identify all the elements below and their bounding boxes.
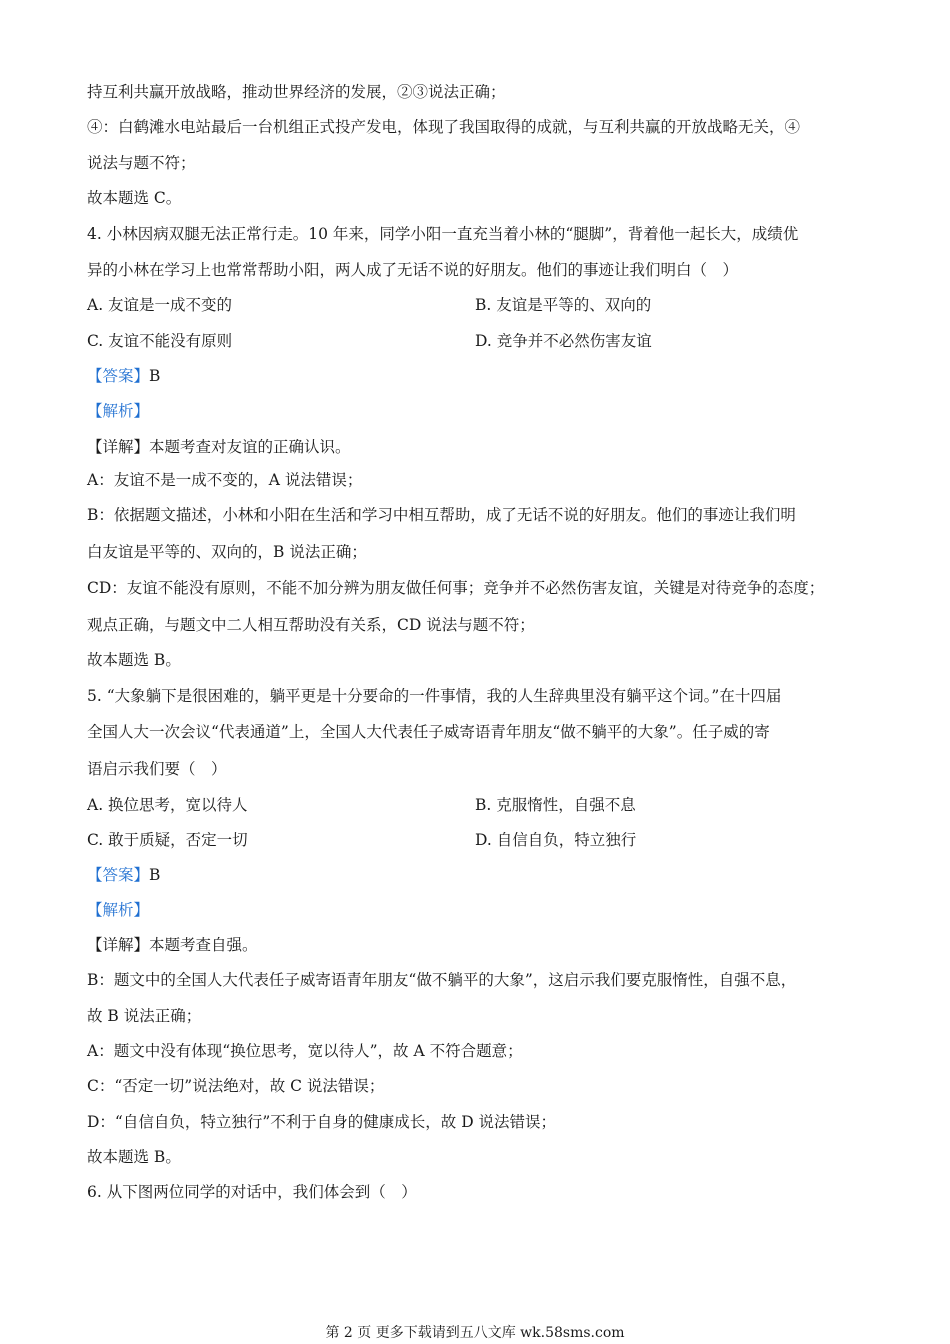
- q5-analysis-tag: 【解析】: [87, 901, 150, 919]
- q4-option-a: A. 友谊是一成不变的: [87, 296, 233, 314]
- q5-explain-c: C：“否定一切”说法绝对，故 C 说法错误；: [87, 1077, 385, 1095]
- q5-explain-b: 故 B 说法正确；: [87, 1007, 202, 1025]
- q4-explain-a: A：友谊不是一成不变的，A 说法错误；: [87, 471, 363, 489]
- q5-conclusion: 故本题选 B。: [87, 1148, 181, 1166]
- q4-answer: [87, 366, 160, 386]
- text-line: 说法与题不符；: [87, 154, 196, 172]
- question-5-stem: 语启示我们要（ ）: [87, 760, 227, 778]
- question-4-stem: 4. 小林因病双腿无法正常行走。10 年来，同学小阳一直充当着小林的“腿脚”，背着他一起长大，成绩优: [87, 225, 799, 243]
- question-4-stem: 异的小林在学习上也常常帮助小阳，两人成了无话不说的好朋友。他们的事迹让我们明白（ ）: [87, 261, 739, 279]
- q4-option-d: D. 竞争并不必然伤害友谊: [475, 332, 652, 350]
- text-line: 持互利共赢开放战略，推动世界经济的发展，②③说法正确；: [87, 83, 506, 101]
- q5-option-d: D. 自信自负，特立独行: [475, 831, 637, 849]
- answer-value: B: [149, 367, 161, 385]
- q4-option-b: B. 友谊是平等的、双向的: [475, 296, 652, 314]
- q5-explain-b: B：题文中的全国人大代表任子威寄语青年朋友“做不躺平的大象”，这启示我们要克服惰性，自强不息，: [87, 971, 797, 989]
- q4-explain-b: B：依据题文描述，小林和小阳在生活和学习中相互帮助，成了无话不说的好朋友。他们的事迹让我们明: [87, 506, 796, 524]
- q5-option-c: C. 敢于质疑，否定一切: [87, 831, 248, 849]
- q5-option-a: A. 换位思考，宽以待人: [87, 796, 248, 814]
- q4-analysis-tag: 【解析】: [87, 402, 150, 420]
- q5-option-b: B. 克服惰性，自强不息: [475, 796, 636, 814]
- page-footer: 第 2 页 更多下载请到五八文库 wk.58sms.com: [325, 1325, 625, 1341]
- answer-value: B: [149, 866, 161, 884]
- question-5-stem: 5. “大象躺下是很困难的，躺平更是十分要命的一件事情，我的人生辞典里没有躺平这个词。”在十四届: [87, 687, 782, 705]
- q5-answer: [87, 865, 160, 885]
- question-5-stem: 全国人大一次会议“代表通道”上，全国人大代表任子威寄语青年朋友“做不躺平的大象”。任子威的寄: [87, 723, 770, 741]
- q5-explain-d: D：“自信自负，特立独行”不利于自身的健康成长，故 D 说法错误；: [87, 1113, 557, 1131]
- answer-tag: 【答案】: [87, 866, 150, 884]
- text-line: 故本题选 C。: [87, 189, 182, 207]
- q4-explain-b: 白友谊是平等的、双向的，B 说法正确；: [87, 543, 367, 561]
- answer-tag: 【答案】: [87, 367, 150, 385]
- q5-explain-a: A：题文中没有体现“换位思考，宽以待人”，故 A 不符合题意；: [87, 1042, 523, 1060]
- text-line: ④：白鹤滩水电站最后一台机组正式投产发电，体现了我国取得的成就，与互利共赢的开放战略无关，④: [87, 118, 801, 136]
- q4-explain-cd: CD：友谊不能没有原则，不能不加分辨为朋友做任何事；竞争并不必然伤害友谊，关键是对待竞争的态度；: [87, 579, 825, 597]
- question-6-stem: 6. 从下图两位同学的对话中，我们体会到（ ）: [87, 1183, 417, 1201]
- q4-explain-cd: 观点正确，与题文中二人相互帮助没有关系，CD 说法与题不符；: [87, 616, 535, 634]
- q4-option-c: C. 友谊不能没有原则: [87, 332, 233, 350]
- q4-detail: 【详解】本题考查对友谊的正确认识。: [87, 438, 351, 456]
- q4-conclusion: 故本题选 B。: [87, 651, 181, 669]
- q5-detail: 【详解】本题考查自强。: [87, 936, 258, 954]
